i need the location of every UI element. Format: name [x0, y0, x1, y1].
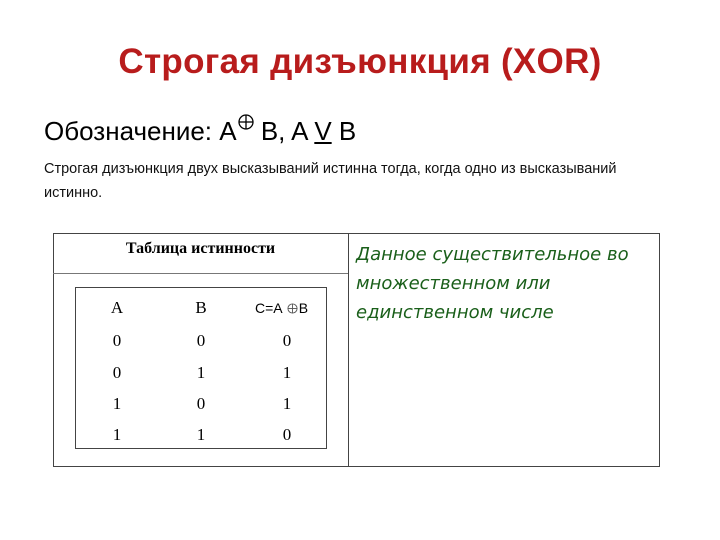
xor-symbol-icon	[238, 114, 254, 130]
table-cell: 0	[282, 425, 292, 444]
header-c-suffix: B	[298, 300, 309, 316]
table-cell: 0	[196, 331, 206, 350]
slide-title: Строгая дизъюнкция (XOR)	[118, 42, 602, 81]
table-cell: 1	[196, 363, 206, 382]
side-note: Данное существительное во множественном или единственном числе	[356, 244, 629, 323]
notation-end: B	[331, 116, 357, 146]
truth-table-title-rule	[53, 273, 348, 274]
table-cell: 0	[112, 331, 122, 350]
table-cell: 1	[112, 425, 122, 444]
header-b: B	[195, 298, 207, 317]
header-a: A	[110, 298, 124, 317]
table-cell: 1	[282, 394, 292, 413]
table-cell: 0	[196, 394, 206, 413]
description-text: Строгая дизъюнкция двух высказываний истинна тогда, когда одно из высказываний истинно.	[44, 161, 617, 201]
frame-divider	[348, 233, 349, 467]
table-cell: 1	[282, 363, 292, 382]
table-cell: 1	[112, 394, 122, 413]
notation-line	[44, 114, 356, 147]
notation-mid: B, A	[253, 116, 315, 146]
notation-prefix: Обозначение: A	[44, 116, 237, 146]
table-cell: 1	[196, 425, 206, 444]
notation-vee: V	[314, 116, 332, 146]
truth-table-title: Таблица истинности	[125, 240, 276, 257]
table-cell: 0	[282, 331, 292, 350]
header-c	[255, 300, 308, 316]
table-cell: 0	[112, 363, 122, 382]
xor-small-icon	[287, 303, 298, 314]
header-c-prefix: C=A	[255, 300, 286, 316]
